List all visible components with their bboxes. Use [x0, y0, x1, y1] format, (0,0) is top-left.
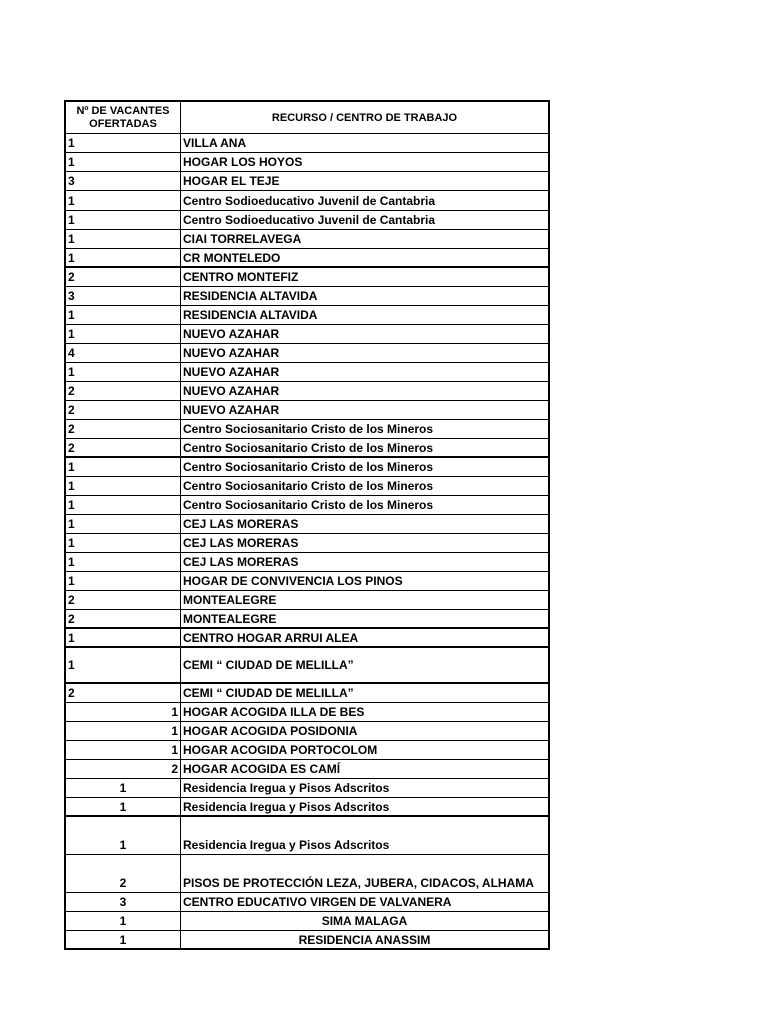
centro-cell: CIAI TORRELAVEGA — [183, 232, 302, 246]
centro-cell: HOGAR EL TEJE — [183, 174, 280, 188]
vacantes-cell: 1 — [66, 798, 181, 815]
table-row — [64, 684, 550, 703]
centro-cell: Residencia Iregua y Pisos Adscritos — [183, 781, 390, 795]
table-row — [64, 798, 550, 817]
table-header-row — [64, 100, 550, 134]
centro-cell: Residencia Iregua y Pisos Adscritos — [183, 799, 390, 814]
vacantes-cell: 1 — [66, 363, 181, 381]
vacantes-cell: 2 — [66, 684, 181, 702]
table-row — [64, 230, 550, 249]
header-recurso: RECURSO / CENTRO DE TRABAJO — [271, 111, 458, 124]
vacantes-cell: 1 — [66, 572, 181, 590]
table-row — [64, 648, 550, 684]
table-row — [64, 931, 550, 950]
table-row — [64, 591, 550, 610]
table-row — [64, 172, 550, 191]
centro-cell: Centro Sociosanitario Cristo de los Mineros — [183, 498, 434, 512]
centro-cell: SIMA MALAGA — [321, 914, 408, 928]
vacantes-cell: 1 — [66, 629, 181, 646]
vacantes-cell: 1 — [66, 741, 181, 759]
table-row — [64, 760, 550, 779]
centro-cell: CEJ LAS MORERAS — [183, 536, 299, 550]
table-row — [64, 572, 550, 591]
centro-cell: HOGAR ACOGIDA POSIDONIA — [183, 724, 358, 738]
centro-cell: NUEVO AZAHAR — [183, 403, 280, 417]
centro-cell: CEMI “ CIUDAD DE MELILLA” — [183, 658, 354, 672]
centro-cell: VILLA ANA — [183, 136, 247, 150]
vacantes-cell: 2 — [66, 760, 181, 778]
vacantes-cell: 2 — [66, 610, 181, 627]
vacantes-cell: 3 — [66, 893, 181, 911]
vacantes-cell: 3 — [66, 287, 181, 305]
centro-cell: CEJ LAS MORERAS — [183, 555, 299, 569]
vacantes-cell: 1 — [66, 722, 181, 740]
centro-cell: RESIDENCIA ALTAVIDA — [183, 289, 318, 303]
centro-cell: HOGAR ACOGIDA PORTOCOLOM — [183, 743, 378, 757]
centro-cell: Centro Sodioeducativo Juvenil de Cantabria — [183, 213, 436, 227]
centro-cell: Centro Sociosanitario Cristo de los Mineros — [183, 479, 434, 493]
vacantes-cell: 1 — [66, 191, 181, 210]
table-row — [64, 817, 550, 855]
vacantes-cell: 2 — [66, 439, 181, 456]
centro-cell: NUEVO AZAHAR — [183, 327, 280, 341]
centro-cell: CR MONTELEDO — [183, 250, 281, 265]
centro-cell: CENTRO MONTEFIZ — [183, 270, 299, 284]
table-row — [64, 344, 550, 363]
table-row — [64, 268, 550, 287]
table-row — [64, 893, 550, 912]
vacantes-cell: 1 — [66, 306, 181, 324]
vacantes-cell: 2 — [66, 855, 181, 892]
centro-cell: CEMI “ CIUDAD DE MELILLA” — [183, 686, 354, 700]
vacantes-cell: 2 — [66, 268, 181, 286]
table-row — [64, 477, 550, 496]
table-row — [64, 420, 550, 439]
vacantes-cell: 2 — [66, 401, 181, 419]
vacantes-cell: 1 — [66, 211, 181, 229]
table-row — [64, 363, 550, 382]
vacantes-cell: 1 — [66, 817, 181, 854]
centro-cell: HOGAR LOS HOYOS — [183, 155, 303, 169]
table-row — [64, 779, 550, 798]
vacantes-cell: 1 — [66, 515, 181, 533]
vacantes-cell: 1 — [66, 779, 181, 797]
centro-cell: CENTRO EDUCATIVO VIRGEN DE VALVANERA — [183, 895, 452, 909]
centro-cell: Residencia Iregua y Pisos Adscritos — [183, 838, 390, 852]
centro-cell: NUEVO AZAHAR — [183, 384, 280, 398]
vacantes-cell: 1 — [66, 153, 181, 171]
centro-cell: RESIDENCIA ANASSIM — [298, 932, 431, 947]
vacantes-cell: 2 — [66, 382, 181, 400]
centro-cell: Centro Sociosanitario Cristo de los Mineros — [183, 422, 434, 436]
table-body — [64, 134, 550, 950]
vacantes-cell: 1 — [66, 648, 181, 682]
table-row — [64, 722, 550, 741]
centro-cell: HOGAR DE CONVIVENCIA LOS PINOS — [183, 574, 403, 588]
table-row — [64, 249, 550, 268]
vacantes-cell: 1 — [66, 703, 181, 721]
table-row — [64, 382, 550, 401]
centro-cell: NUEVO AZAHAR — [183, 365, 280, 379]
table-row — [64, 741, 550, 760]
table-row — [64, 610, 550, 629]
vacantes-cell: 2 — [66, 591, 181, 609]
vacantes-cell: 4 — [66, 344, 181, 362]
table-row — [64, 306, 550, 325]
header-vacantes: Nº DE VACANTES OFERTADAS — [66, 102, 181, 133]
vacantes-cell: 1 — [66, 134, 181, 152]
table-row — [64, 534, 550, 553]
vacantes-cell: 1 — [66, 553, 181, 571]
centro-cell: MONTEALEGRE — [183, 593, 277, 607]
table-row — [64, 287, 550, 306]
centro-cell: CEJ LAS MORERAS — [183, 517, 299, 531]
table-row — [64, 553, 550, 572]
table-row — [64, 325, 550, 344]
table-row — [64, 912, 550, 931]
table-row — [64, 439, 550, 458]
vacantes-cell: 1 — [66, 912, 181, 930]
centro-cell: NUEVO AZAHAR — [183, 346, 280, 360]
centro-cell: PISOS DE PROTECCIÓN LEZA, JUBERA, CIDACOS, ALHAMA — [183, 876, 534, 890]
vacancies-table — [64, 100, 550, 950]
centro-cell: Centro Sodioeducativo Juvenil de Cantabria — [183, 193, 436, 208]
vacantes-cell: 1 — [66, 325, 181, 343]
table-row — [64, 458, 550, 477]
table-row — [64, 153, 550, 172]
centro-cell: RESIDENCIA ALTAVIDA — [183, 308, 318, 322]
table-row — [64, 496, 550, 515]
vacantes-cell: 3 — [66, 172, 181, 190]
centro-cell: Centro Sociosanitario Cristo de los Mineros — [183, 440, 434, 455]
vacantes-cell: 1 — [66, 230, 181, 248]
vacantes-cell: 2 — [66, 420, 181, 438]
vacantes-cell: 1 — [66, 931, 181, 948]
centro-cell: MONTEALEGRE — [183, 611, 277, 626]
centro-cell: HOGAR ACOGIDA ES CAMÍ — [183, 762, 341, 776]
centro-cell: HOGAR ACOGIDA ILLA DE BES — [183, 705, 365, 719]
table-row — [64, 515, 550, 534]
vacantes-cell: 1 — [66, 496, 181, 514]
centro-cell: Centro Sociosanitario Cristo de los Mineros — [183, 460, 434, 474]
vacantes-cell: 1 — [66, 458, 181, 476]
vacantes-cell: 1 — [66, 477, 181, 495]
table-row — [64, 401, 550, 420]
centro-cell: CENTRO HOGAR ARRUI ALEA — [183, 630, 359, 645]
table-row — [64, 191, 550, 211]
table-row — [64, 629, 550, 648]
table-row — [64, 211, 550, 230]
table-row — [64, 134, 550, 153]
table-row — [64, 855, 550, 893]
vacantes-cell: 1 — [66, 249, 181, 266]
table-row — [64, 703, 550, 722]
vacantes-cell: 1 — [66, 534, 181, 552]
